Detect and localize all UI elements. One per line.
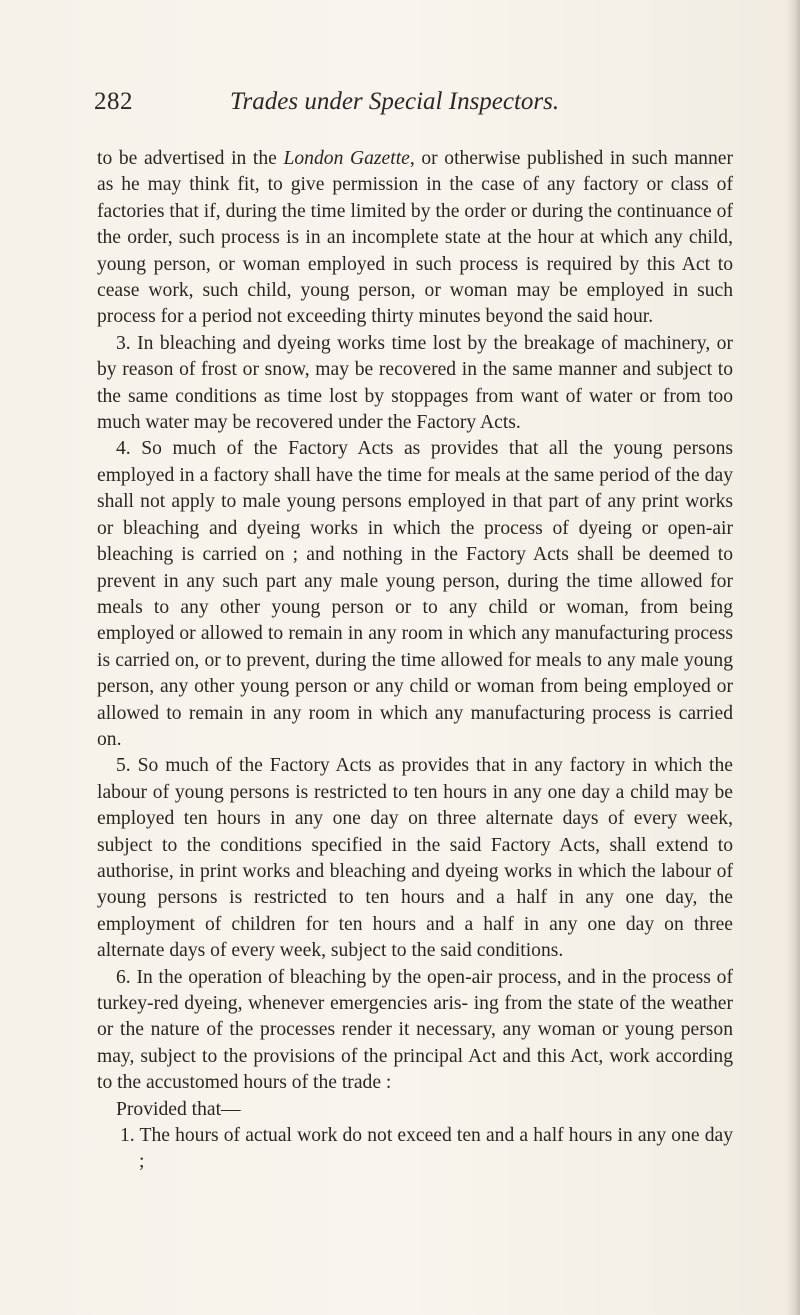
paragraph-continuation-rest: , or otherwise published in such manner as he may think fit, to give permission in the case of any factory or class of factories that if, during the time limited by the order or during the continuance of the order, such process is in an incomplete state at the hour at which any child, young person, or woman employed in such process is required by this Act to cease work, such child, young person, or woman may be employed in such process for a period not exceeding thirty minutes beyond the said hour. (97, 148, 733, 328)
paragraph-continuation-start: to be advertised in the (97, 148, 284, 169)
proviso-item-1: 1. The hours of actual work do not exceed ten and a half hours in any one day ; (120, 1125, 733, 1173)
page-header (94, 88, 734, 122)
page-edge-shadow (786, 0, 800, 1315)
section-4: 4. So much of the Factory Acts as provides that all the young persons employed in a factory shall have the time for meals at the same period of the day shall not apply to male young persons employed in that part of any print works or bleaching and dyeing works in which the process of dyeing or open-air bleaching is carried on ; and nothing in the Factory Acts shall be deemed to prevent in any such part any male young person, during the time allowed for meals to any other young person or to any child or woman, from being employed or allowed to remain in any room in which any manufacturing process is carried on, or to prevent, during the time allowed for meals to any male young person, any other young person or any child or woman from being employed or allowed to remain in any room in which any manufacturing process is carried on. (97, 438, 733, 750)
section-3: 3. In bleaching and dyeing works time lost by the breakage of machinery, or by reason of frost or snow, may be recovered in the same manner and subject to the same conditions as time lost by stoppages from want of water or from too much water may be recovered under the Factory Acts. (97, 332, 733, 434)
section-6: 6. In the operation of bleaching by the open-air process, and in the process of turkey-red dyeing, whenever emergencies aris- ing from the state of the weather or the nature of the processes render it necessary, any woman or young person may, subject to the provisions of the principal Act and this Act, work according to the accustomed hours of the trade : (97, 966, 733, 1094)
proviso-line: Provided that— (116, 1098, 241, 1120)
page-number: 282 (94, 88, 133, 115)
paragraph-continuation (97, 146, 733, 331)
body-text (97, 146, 733, 1176)
london-gazette-title: London Gazette (283, 148, 410, 169)
running-head: Trades under Special Inspectors. (230, 88, 560, 115)
section-5: 5. So much of the Factory Acts as provides that in any factory in which the labour of young persons is restricted to ten hours in any one day a child may be employed ten hours in any one day on three alternate days of every week, subject to the conditions specified in the said Factory Acts, shall extend to authorise, in print works and bleaching and dyeing works in which the labour of young persons is restricted to ten hours and a half in any one day, the employment of children for ten hours and a half in any one day on three alternate days of every week, subject to the said conditions. (97, 755, 733, 962)
